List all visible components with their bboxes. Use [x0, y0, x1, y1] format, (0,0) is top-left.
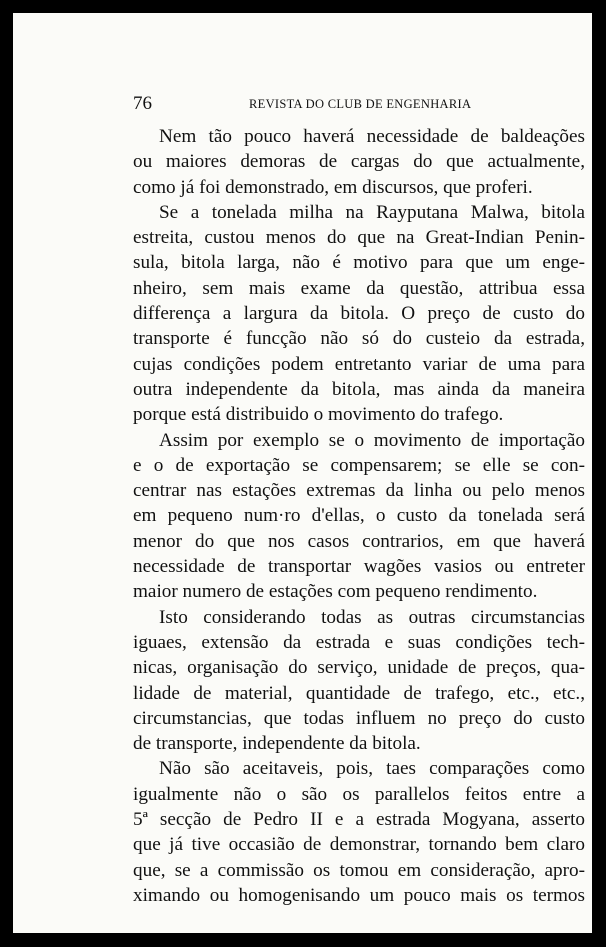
text-line: sula, bitola larga, não é motivo para que um enge- — [133, 252, 585, 274]
text-line: e o de exportação se compensarem; se elle se con- — [133, 454, 585, 476]
text-line: que já tive occasião de demonstrar, tornando bem claro — [133, 834, 585, 856]
text-line: de transporte, independente da bitola. — [133, 733, 421, 755]
text-line: Se a tonelada milha na Rayputana Malwa, bitola — [159, 201, 585, 223]
text-line: lidade de material, quantidade de trafego, etc., etc., — [133, 682, 585, 704]
text-line: outra independente da bitola, mas ainda da maneira — [133, 378, 585, 400]
text-line: necessidade de transportar wagões vasios ou entreter — [133, 556, 585, 578]
text-line: differença a largura da bitola. O preço de custo do — [133, 303, 585, 325]
paragraph — [133, 124, 585, 200]
page-header — [133, 93, 588, 119]
text-line: iguaes, extensão da estrada e suas condições tech- — [133, 631, 585, 653]
text-line: maior numero de estações com pequeno rendimento. — [133, 581, 538, 603]
text-line: ou maiores demoras de cargas do que actualmente, — [133, 151, 585, 173]
body-text — [133, 124, 585, 908]
text-line: centrar nas estações extremas da linha ou pelo menos — [133, 480, 585, 502]
text-line: igualmente não o são os parallelos feitos entre a — [133, 783, 585, 805]
text-line: Não são aceitaveis, pois, taes comparações como — [159, 758, 585, 780]
paragraph — [133, 200, 585, 428]
running-title: REVISTA DO CLUB DE ENGENHARIA — [249, 97, 472, 111]
paragraph — [133, 756, 585, 908]
text-line: nicas, organisação do serviço, unidade de preços, qua- — [133, 657, 585, 679]
text-line: cujas condições podem entretanto variar de uma para — [133, 353, 585, 375]
text-line: nheiro, sem mais exame da questão, attribua essa — [133, 277, 585, 299]
paragraph — [133, 605, 585, 757]
text-line: transporte é funcção não só do custeio da estrada, — [133, 328, 585, 350]
paragraph — [133, 428, 585, 605]
text-line: estreita, custou menos do que na Great-Indian Penin- — [133, 227, 585, 249]
page-number: 76 — [133, 93, 152, 114]
book-page — [13, 13, 592, 933]
text-line: menor do que nos casos contrarios, em que haverá — [133, 530, 585, 552]
text-line: 5ª secção de Pedro II e a estrada Mogyana, asserto — [133, 809, 585, 831]
text-line: Isto considerando todas as outras circumstancias — [159, 606, 585, 628]
text-line: como já foi demonstrado, em discursos, que proferi. — [133, 176, 533, 198]
text-line: Nem tão pouco haverá necessidade de baldeações — [159, 126, 585, 147]
text-line: ximando ou homogenisando um pouco mais os termos — [133, 884, 585, 906]
text-line: em pequeno num·ro d'ellas, o custo da tonelada será — [133, 505, 585, 527]
text-line: porque está distribuido o movimento do trafego. — [133, 404, 504, 426]
text-line: circumstancias, que todas influem no preço do custo — [133, 707, 585, 729]
text-line: que, se a commissão os tomou em consideração, apro- — [133, 859, 585, 881]
text-line: Assim por exemplo se o movimento de importação — [159, 429, 585, 451]
